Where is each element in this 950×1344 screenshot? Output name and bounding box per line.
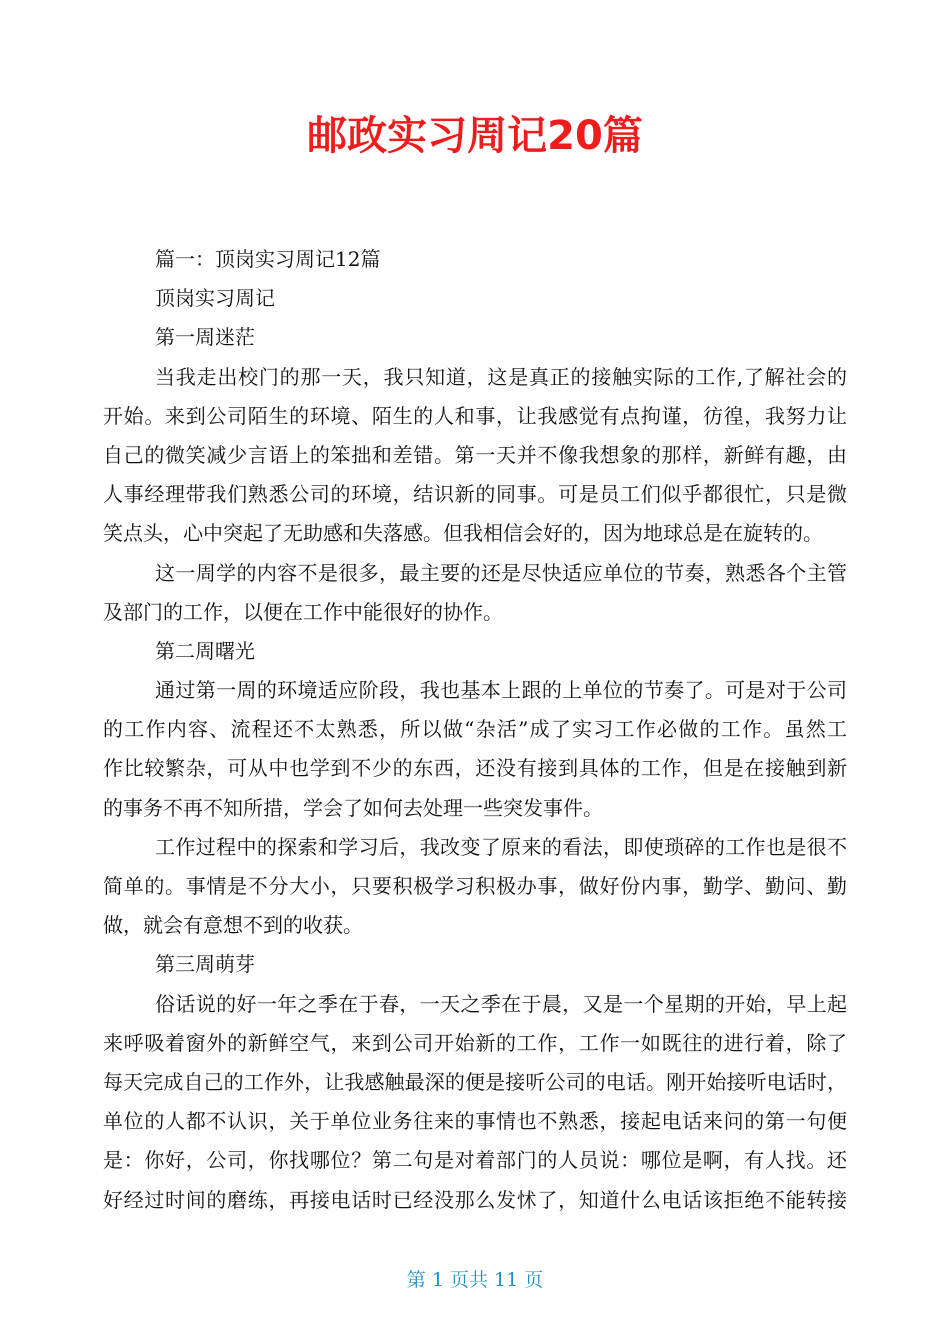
text-line: 工作过程中的探索和学习后，我改变了原来的看法，即使琐碎的工作也是很不 [155, 834, 847, 859]
document-title: 邮政实习周记20篇 [307, 113, 643, 159]
text-line: 第一周迷茫 [155, 325, 255, 350]
text-line: 及部门的工作，以便在工作中能很好的协作。 [103, 599, 503, 624]
text-line: 笑点头，心中突起了无助感和失落感。但我相信会好的，因为地球总是在旋转的。 [103, 521, 823, 546]
text-line: 单位的人都不认识，关于单位业务往来的事情也不熟悉，接起电话来问的第一句便 [103, 1109, 847, 1134]
document-body [103, 240, 847, 1220]
text-line: 自己的微笑减少言语上的笨拙和差错。第一天并不像我想象的那样，新鲜有趣，由 [103, 442, 847, 467]
text-line: 作比较繁杂，可从中也学到不少的东西，还没有接到具体的工作，但是在接触到新 [103, 756, 847, 781]
text-line: 第三周萌芽 [155, 952, 255, 977]
text-line: 人事经理带我们熟悉公司的环境，结识新的同事。可是员工们似乎都很忙，只是微 [103, 482, 847, 507]
text-line: 开始。来到公司陌生的环境、陌生的人和事，让我感觉有点拘谨，彷徨，我努力让 [103, 403, 847, 428]
text-line: 顶岗实习周记 [155, 286, 275, 311]
text-line: 这一周学的内容不是很多，最主要的还是尽快适应单位的节奏，熟悉各个主管 [155, 560, 847, 585]
text-line: 的事务不再不知所措，学会了如何去处理一些突发事件。 [103, 795, 603, 820]
text-line: 是：你好，公司，你找哪位？第二句是对着部门的人员说：哪位是啊，有人找。还 [103, 1148, 847, 1173]
text-line: 的工作内容、流程还不太熟悉，所以做“杂活”成了实习工作必做的工作。虽然工 [103, 717, 847, 742]
text-line: 来呼吸着窗外的新鲜空气，来到公司开始新的工作，工作一如既往的进行着，除了 [103, 1030, 847, 1055]
text-line: 篇一：顶岗实习周记12篇 [155, 247, 381, 271]
text-line: 简单的。事情是不分大小，只要积极学习积极办事，做好份内事，勤学、勤问、勤 [103, 874, 847, 898]
text-line: 做，就会有意想不到的收获。 [103, 913, 363, 938]
text-line: 第二周曙光 [155, 638, 255, 663]
text-line: 通过第一周的环境适应阶段，我也基本上跟的上单位的节奏了。可是对于公司 [155, 678, 847, 703]
text-line: 当我走出校门的那一天，我只知道，这是真正的接触实际的工作,了解社会的 [155, 364, 847, 389]
text-line: 俗话说的好一年之季在于春，一天之季在于晨，又是一个星期的开始，早上起 [155, 991, 847, 1016]
page-footer: 第 1 页共 11 页 [406, 1269, 544, 1291]
text-line: 好经过时间的磨练，再接电话时已经没那么发怵了，知道什么电话该拒绝不能转接 [103, 1187, 847, 1212]
text-line: 每天完成自己的工作外，让我感触最深的便是接听公司的电话。刚开始接听电话时， [103, 1069, 847, 1094]
